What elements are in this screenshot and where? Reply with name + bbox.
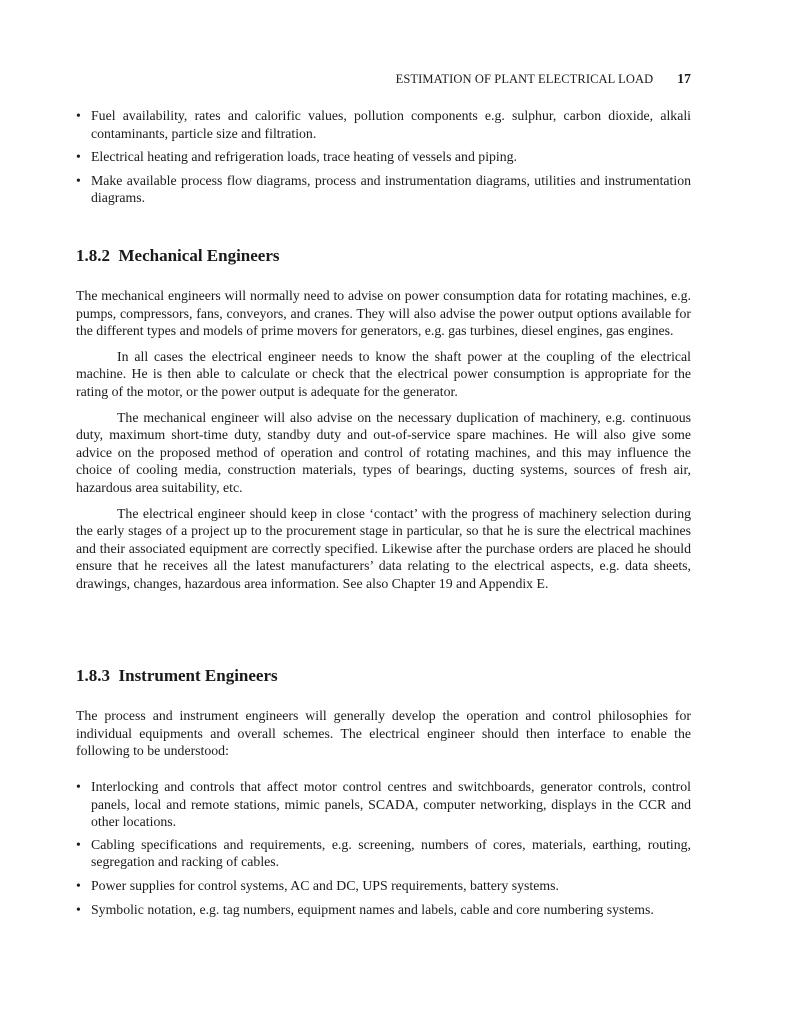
list-item: • Symbolic notation, e.g. tag numbers, equipment names and labels, cable and core numbering systems.: [76, 901, 654, 917]
bullet-icon: •: [76, 836, 81, 852]
list-item: • Electrical heating and refrigeration loads, trace heating of vessels and piping.: [76, 149, 518, 165]
bullet-icon: •: [76, 108, 81, 123]
paragraph: The process and instrument engineers will generally develop the operation and control philosophies for individual equipments and overall schemes. The electrical engineer should then interface to enable the following to be understood:: [76, 708, 691, 759]
section-body-mechanical: [76, 287, 691, 593]
list-item: • Interlocking and controls that affect motor control centres and switchboards, generator controls, control panels, local and remote stations, mimic panels, SCADA, computer networking, displays in the CCR and other locations.: [76, 779, 691, 830]
paragraph: The mechanical engineers will normally need to advise on power consumption data for rotating machines, e.g. pumps, compressors, fans, conveyors, and cranes. They will also advise the power output options available for the different types and models of prime movers for generators, e.g. gas turbines, diesel engines, gas engines.: [76, 288, 691, 339]
section-heading-mechanical: 1.8.2 Mechanical Engineers: [76, 246, 280, 265]
list-item: • Power supplies for control systems, AC and DC, UPS requirements, battery systems.: [76, 877, 559, 893]
bullet-icon: •: [76, 877, 81, 893]
paragraph: The electrical engineer should keep in close ‘contact’ with the progress of machinery selection during the early stages of a project up to the procurement stage in particular, so that he is sure the electrical machines and their associated equipment are correctly specified. Likewise after the purchase orders are placed he should ensure that he receives all the latest manufacturers’ data relating to the electrical aspects, e.g. data sheets, drawings, changes, hazardous area information. See also Chapter 19 and Appendix E.: [76, 505, 691, 591]
list-item: • Make available process flow diagrams, process and instrumentation diagrams, utilities and instrumentation diagrams.: [76, 172, 691, 206]
section-heading-instrument: 1.8.3 Instrument Engineers: [76, 666, 278, 685]
bullet-icon: •: [76, 172, 81, 188]
paragraph: In all cases the electrical engineer needs to know the shaft power at the coupling of the electrical machine. He is then able to calculate or check that the electrical power consumption is appropriate for the rating of the motor, or the power output is adequate for the generator.: [76, 348, 691, 399]
running-title: ESTIMATION OF PLANT ELECTRICAL LOAD: [395, 72, 654, 86]
running-header: [396, 71, 691, 87]
list-item: • Fuel availability, rates and calorific values, pollution components e.g. sulphur, carbon dioxide, alkali contaminants, particle size and filtration.: [76, 108, 691, 141]
section-intro-instrument: [76, 707, 691, 760]
list-item: • Cabling specifications and requirements, e.g. screening, numbers of cores, materials, earthing, routing, segregation and racking of cables.: [76, 836, 691, 870]
top-bullet-list: [76, 107, 691, 207]
bullet-icon: •: [76, 901, 81, 917]
page-number: 17: [677, 71, 691, 86]
bullet-icon: •: [76, 779, 81, 794]
paragraph: The mechanical engineer will also advise on the necessary duplication of machinery, e.g. continuous duty, maximum short-time duty, standby duty and out-of-service spare machines. He will also give some advice on the proposed method of operation and control of rotating machines, and this may influence the choice of cooling media, construction materials, types of bearings, ducting systems, sources of fresh air, hazardous area suitability, etc.: [76, 409, 691, 495]
bullet-icon: •: [76, 149, 81, 165]
instrument-bullet-list: [76, 778, 691, 918]
